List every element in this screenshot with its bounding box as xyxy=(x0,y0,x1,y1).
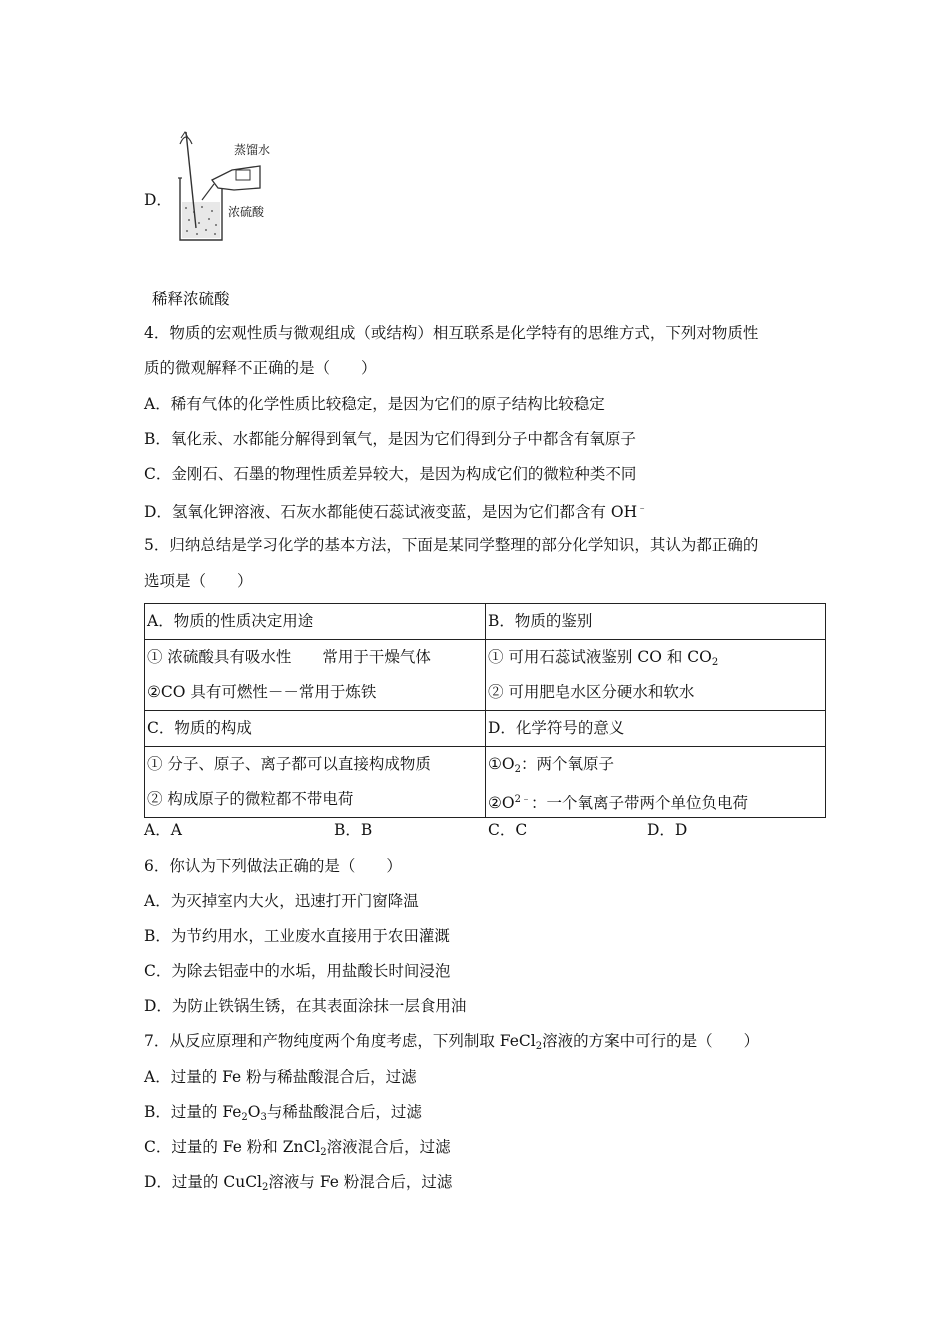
q7-option-c: C．过量的 Fe 粉和 ZnCl$_2$溶液混合后，过滤 xyxy=(144,1138,451,1158)
q4-option-b: B．氧化汞、水都能分解得到氧气，是因为它们得到分子中都含有氧原子 xyxy=(144,430,636,448)
q4-stem-line1: 4．物质的宏观性质与微观组成（或结构）相互联系是化学特有的思维方式，下列对物质性 xyxy=(144,324,759,342)
q5-option-b: B．B xyxy=(334,821,373,839)
q6-option-d: D．为防止铁锅生锈，在其表面涂抹一层食用油 xyxy=(144,997,467,1015)
q5-stem-line1: 5．归纳总结是学习化学的基本方法，下面是某同学整理的部分化学知识，其认为都正确的 xyxy=(144,536,759,554)
q3-option-d-label: D． xyxy=(144,191,172,209)
q4-option-d: D．氢氧化钾溶液、石灰水都能使石蕊试液变蓝，是因为它们都含有 OH﹣ xyxy=(144,503,648,521)
q7-option-d: D．过量的 CuCl$_2$溶液与 Fe 粉混合后，过滤 xyxy=(144,1173,453,1193)
dilution-figure xyxy=(172,128,282,248)
q4-option-a: A．稀有气体的化学性质比较稳定，是因为它们的原子结构比较稳定 xyxy=(144,395,605,413)
q4-option-c: C．金刚石、石墨的物理性质差异较大，是因为构成它们的微粒种类不同 xyxy=(144,465,637,483)
figure-label-water: 蒸馏水 xyxy=(234,143,271,157)
q5-stem-line2: 选项是（ ） xyxy=(144,572,253,590)
q5-option-a: A．A xyxy=(144,821,182,839)
q7-option-b: B．过量的 $Fe_2O_3$与稀盐酸混合后，过滤 xyxy=(144,1103,422,1123)
q5-option-c: C．C xyxy=(488,821,528,839)
q5-option-d: D．D xyxy=(647,821,688,839)
table-cell-c-body: ① 分子、原子、离子都可以直接构成物质 ② 构成原子的微粒都不带电荷 xyxy=(145,747,486,818)
q7-option-a: A．过量的 Fe 粉与稀盐酸混合后，过滤 xyxy=(144,1068,417,1086)
table-cell-a-head: A．物质的性质决定用途 xyxy=(145,604,486,640)
q6-stem: 6．你认为下列做法正确的是（ ） xyxy=(144,857,402,875)
table-cell-c-head: C．物质的构成 xyxy=(145,711,486,747)
table-cell-b-head: B．物质的鉴别 xyxy=(486,604,826,640)
table-cell-d-body: $①O_2$：两个氧原子 $②O^{2﹣}$：一个氧离子带两个单位负电荷 xyxy=(486,747,826,818)
table-cell-a-body: ① 浓硫酸具有吸水性 常用于干燥气体 ②CO 具有可燃性－－常用于炼铁 xyxy=(145,640,486,711)
q6-option-b: B．为节约用水，工业废水直接用于农田灌溉 xyxy=(144,927,450,945)
q4-stem-line2: 质的微观解释不正确的是（ ） xyxy=(144,359,377,377)
table-cell-d-head: D．化学符号的意义 xyxy=(486,711,826,747)
q7-stem: 7．从反应原理和产物纯度两个角度考虑，下列制取 FeCl$_2$溶液的方案中可行的是（ ） xyxy=(144,1032,760,1052)
q6-option-a: A．为灭掉室内大火，迅速打开门窗降温 xyxy=(144,892,419,910)
knowledge-table xyxy=(144,603,826,818)
figure-label-acid: 浓硫酸 xyxy=(228,205,265,219)
q3-caption: 稀释浓硫酸 xyxy=(152,290,230,308)
q6-option-c: C．为除去铝壶中的水垢，用盐酸长时间浸泡 xyxy=(144,962,451,980)
table-cell-b-body: ① 可用石蕊试液鉴别 CO 和 $CO_2$ ② 可用肥皂水区分硬水和软水 xyxy=(486,640,826,711)
